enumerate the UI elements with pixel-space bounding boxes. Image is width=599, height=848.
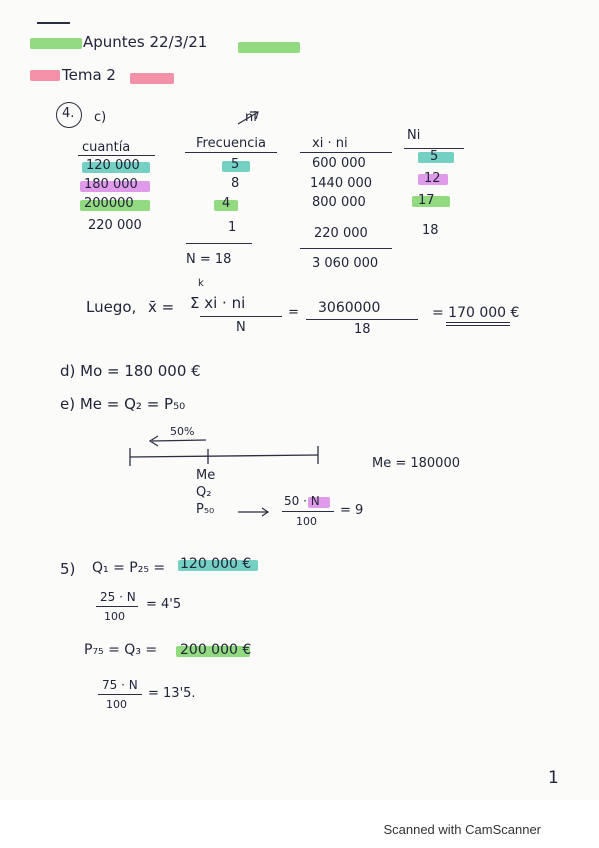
mean-eq: = [288, 305, 299, 320]
q3-value: 200 000 € [180, 642, 252, 658]
total-xn: 3 060 000 [312, 256, 379, 271]
row3-f: 4 [222, 196, 231, 211]
q1-den: 100 [104, 610, 125, 623]
part-d: d) Mo = 180 000 € [60, 362, 201, 380]
row3-x: 200000 [84, 196, 134, 211]
me-result: Me = 180000 [372, 456, 460, 471]
row1-N: 5 [430, 149, 439, 164]
mean-sum-num: Σ xi · ni [190, 294, 246, 312]
row4-f: 1 [228, 220, 237, 235]
scanner-footer [0, 800, 599, 848]
row1-f: 5 [231, 157, 240, 172]
row2-xn: 1440 000 [310, 176, 373, 191]
row2-f: 8 [231, 176, 240, 191]
row3-xn: 800 000 [312, 195, 366, 210]
scanner-watermark: Scanned with CamScanner [383, 822, 541, 837]
row4-x: 220 000 [88, 218, 142, 233]
q1-line: Q₁ = P₂₅ = [92, 560, 166, 576]
col-header-cuantia: cuantía [82, 140, 131, 155]
mean-num: 3060000 [318, 300, 381, 316]
q3-den: 100 [106, 698, 127, 711]
total-n: N = 18 [186, 252, 232, 267]
exercise-5-label: 5) [60, 560, 76, 578]
page-title: Apuntes 22/3/21 [83, 33, 208, 51]
stack-p50: P₅₀ [196, 502, 215, 517]
q1-result: = 4'5 [146, 597, 182, 612]
q1-frac-line [96, 606, 138, 607]
q3-num: 75 · N [102, 678, 138, 692]
part-e: e) Me = Q₂ = P₅₀ [60, 395, 186, 413]
q1-value: 120 000 € [180, 556, 252, 572]
q3-line: P₇₅ = Q₃ = [84, 642, 158, 658]
mean-lhs: x̄ = [148, 298, 175, 316]
col-header-Ni: Ni [407, 128, 421, 143]
stack-me: Me [196, 468, 216, 483]
page-number: 1 [548, 768, 559, 788]
p50-num: 50 · N [284, 494, 320, 508]
mean-lead: Luego, [86, 298, 137, 316]
q3-result: = 13'5. [148, 686, 196, 701]
row1-xn: 600 000 [312, 156, 366, 171]
row1-x: 120 000 [86, 158, 140, 173]
row2-x: 180 000 [84, 177, 138, 192]
row3-N: 17 [418, 193, 435, 208]
row4-N: 18 [422, 223, 439, 238]
q3-frac-line [98, 694, 142, 695]
part-c-label: c) [94, 110, 107, 125]
q1-num: 25 · N [100, 590, 136, 604]
percent-label: 50% [170, 425, 195, 438]
row4-xn: 220 000 [314, 226, 368, 241]
mean-sum-den: N [236, 320, 246, 335]
mean-result: = 170 000 € [432, 305, 520, 321]
arrow-note: ni [245, 110, 257, 125]
topic-title: Tema 2 [62, 66, 116, 84]
p50-result: = 9 [340, 503, 364, 518]
col-header-frecuencia: Frecuencia [196, 136, 266, 151]
p50-den: 100 [296, 515, 317, 528]
sigma-top: k [198, 278, 204, 289]
p50-frac-line [282, 511, 334, 512]
stack-q2: Q₂ [196, 485, 212, 500]
mean-den: 18 [354, 322, 371, 337]
row2-N: 12 [424, 171, 441, 186]
exercise-4-label: 4. [62, 106, 75, 121]
col-header-xini: xi · ni [312, 136, 348, 151]
